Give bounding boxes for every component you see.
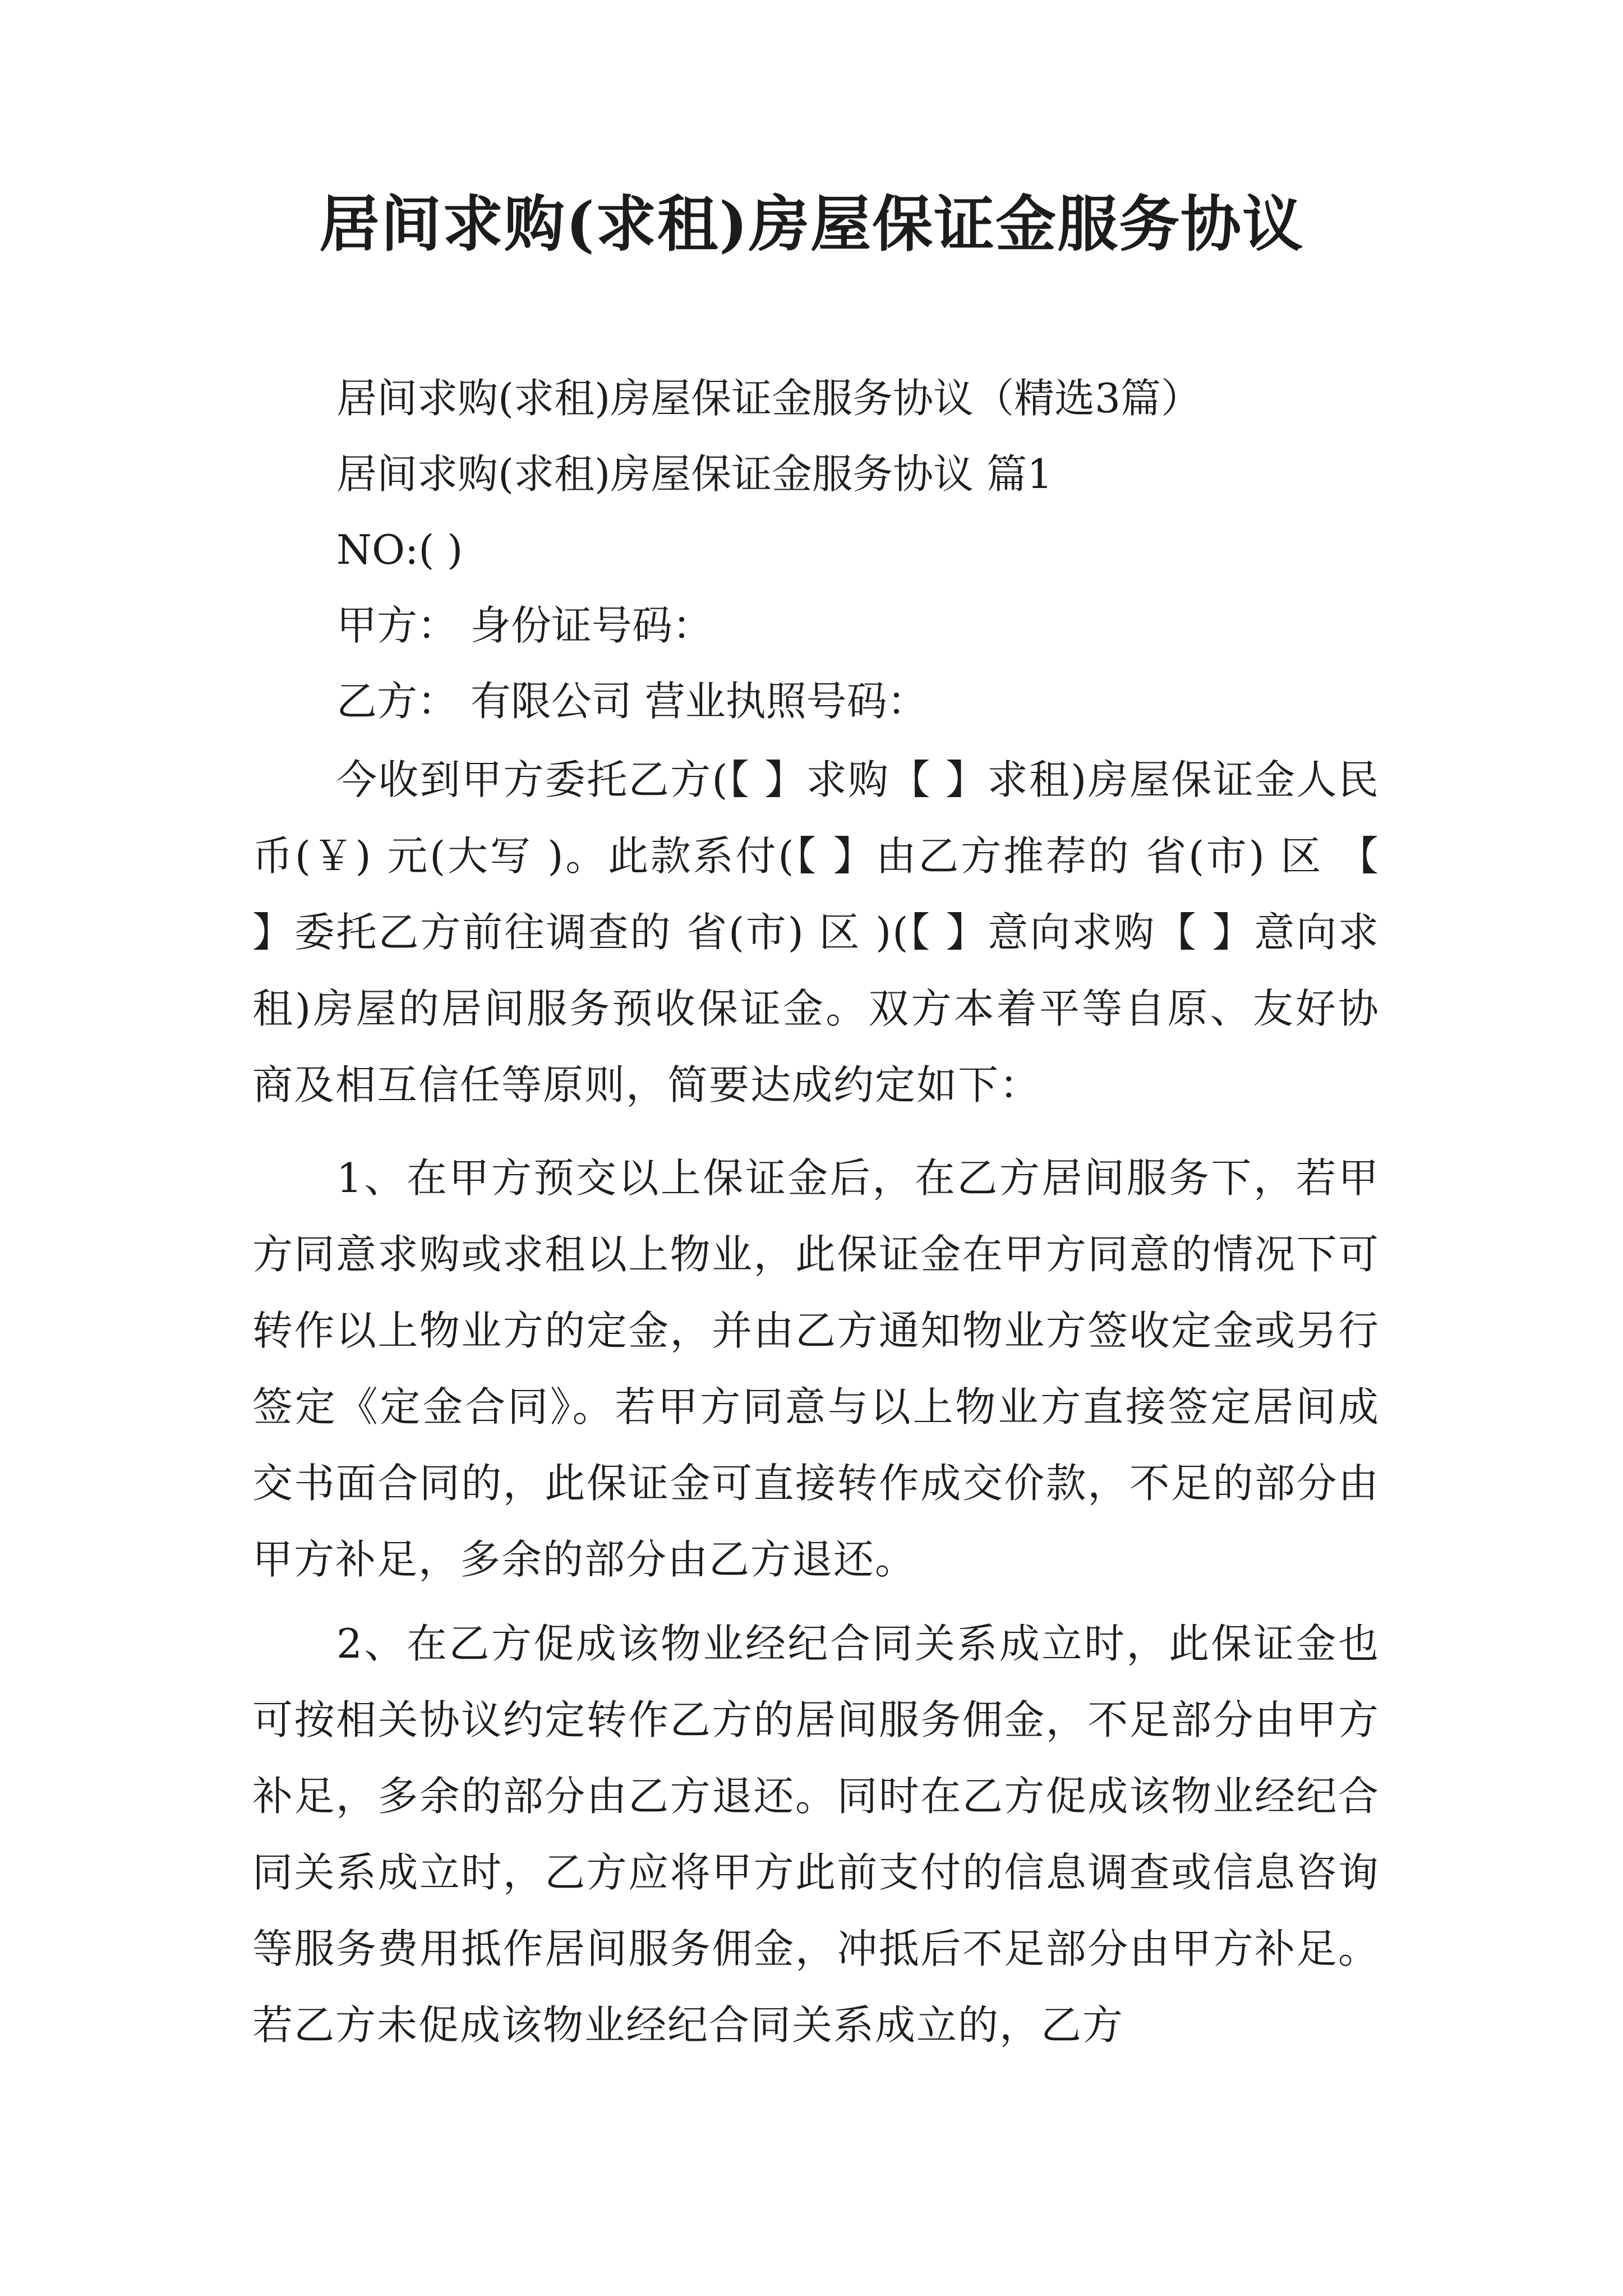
- party-a-line: 甲方： 身份证号码：: [336, 602, 713, 649]
- document-subtitle: 居间求购(求租)房屋保证金服务协议（精选3篇）: [336, 375, 1201, 422]
- party-b-line: 乙方： 有限公司 营业执照号码：: [336, 678, 928, 725]
- contract-number-line: NO:( ): [336, 526, 463, 573]
- paragraph-clause-1: 1、在甲方预交以上保证金后，在乙方居间服务下，若甲方同意求购或求租以上物业，此保证金在甲方同意的情况下可转作以上物业方的定金，并由乙方通知物业方签收定金或另行签定《定金合同》。若甲方同意与以上物业方直接签定居间成交书面合同的，此保证金可直接转作成交价款，不足的部分由甲方补足，多余的部分由乙方退还。: [252, 1154, 1380, 1583]
- paragraph-clause-2: 2、在乙方促成该物业经纪合同关系成立时，此保证金也可按相关协议约定转作乙方的居间服务佣金，不足部分由甲方补足，多余的部分由乙方退还。同时在乙方促成该物业经纪合同关系成立时，乙方应将甲方此前支付的信息调查或信息咨询等服务费用抵作居间服务佣金，冲抵后不足部分由甲方补足。若乙方未促成该物业经纪合同关系成立的，乙方: [252, 1620, 1380, 2049]
- section-heading: 居间求购(求租)房屋保证金服务协议 篇1: [336, 450, 1053, 498]
- document-title: 居间求购(求租)房屋保证金服务协议: [319, 189, 1304, 260]
- paragraph-intro: 今收到甲方委托乙方(【 】求购【 】求租)房屋保证金人民币(￥) 元(大写 )。此款系付(【 】由乙方推荐的 省(市) 区 【 】委托乙方前往调查的 省(市) 区 )(【 】意向求购【 】意向求租)房屋的居间服务预收保证金。双方本着平等自原、友好协商及相互信任等原则，简要达成约定如下：: [252, 756, 1380, 1108]
